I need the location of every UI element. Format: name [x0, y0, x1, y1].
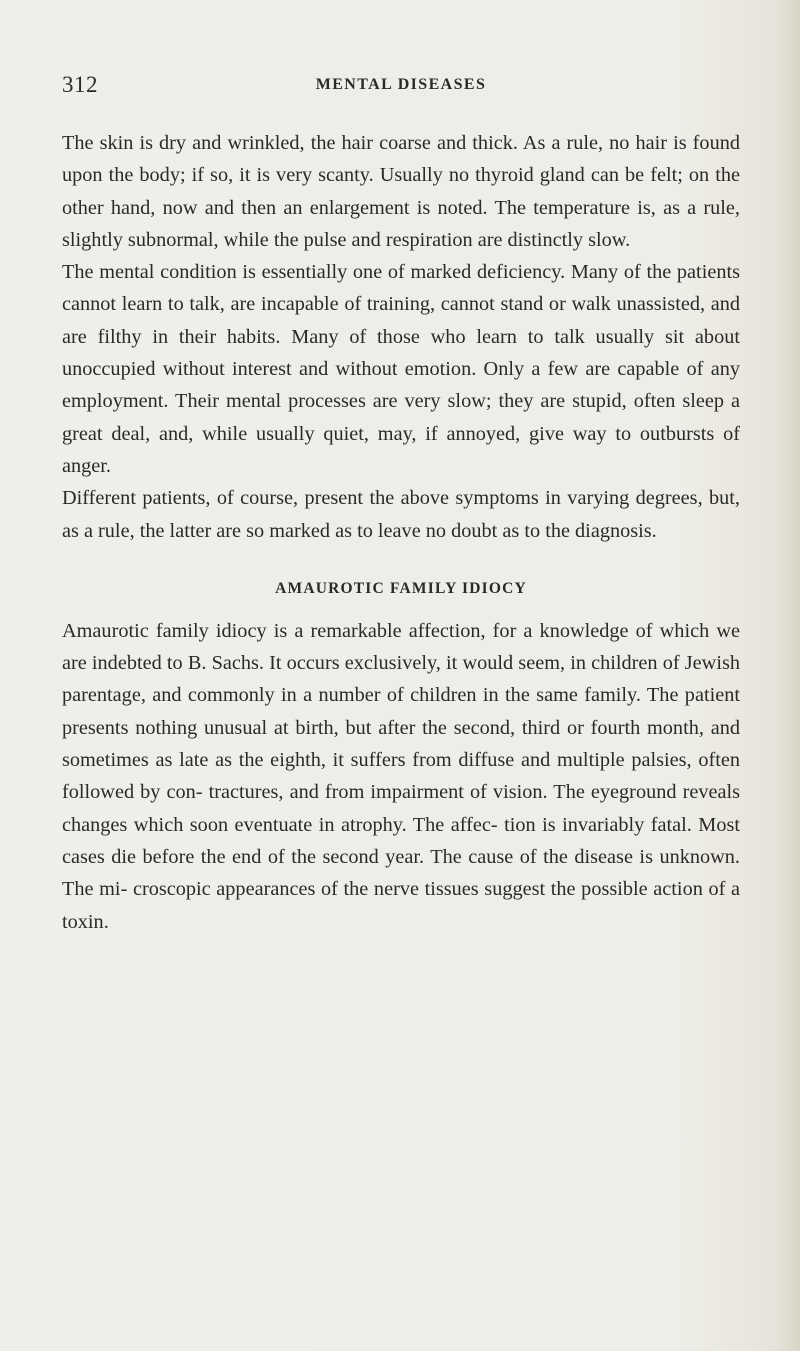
paragraph-different-patients: Different patients, of course, present the above symptoms in varying degrees, but, as a rule, the latter are so marked as to leave no doubt as to the diagnosis. [62, 487, 740, 542]
paragraph-amaurotic-idiocy: Amaurotic family idiocy is a remarkable affection, for a knowledge of which we are indebted to B. Sachs. It occurs exclusively, it would seem, in children of Jewish parentage, and commonly in a number of children in the same family. The patient presents nothing unusual at birth, but after the second, third or fourth month, and sometimes as late as the eighth, it suffers from diffuse and multiple palsies, often followed by con- tractures, and from impairment of vision. The eyeground reveals changes which soon eventuate in atrophy. The affec- tion is invariably fatal. Most cases die before the end of the second year. The cause of the disease is unknown. The mi- croscopic appearances of the nerve tissues suggest the possible action of a toxin. [62, 619, 740, 933]
running-title: MENTAL DISEASES [315, 76, 487, 93]
paragraph-skin: The skin is dry and wrinkled, the hair coarse and thick. As a rule, no hair is found upon the body; if so, it is very scanty. Usually no thyroid gland can be felt; on the other hand, now and then an enlargement is noted. The temperature is, as a rule, slightly subnormal, while the pulse and respiration are distinctly slow. [62, 132, 740, 251]
body-text [62, 127, 740, 938]
section-heading: AMAUROTIC FAMILY IDIOCY [275, 579, 527, 597]
paragraph-mental-condition: The mental condition is essentially one of marked deficiency. Many of the patients cannot learn to talk, are incapable of training, cannot stand or walk unassisted, and are filthy in their habits. Many of those who learn to talk usually sit about unoccupied without interest and without emotion. Only a few are capable of any employment. Their mental processes are very slow; they are stupid, often sleep a great deal, and, while usually quiet, may, if annoyed, give way to outbursts of anger. [62, 261, 740, 477]
running-head [62, 72, 740, 108]
page-number: 312 [62, 72, 98, 97]
